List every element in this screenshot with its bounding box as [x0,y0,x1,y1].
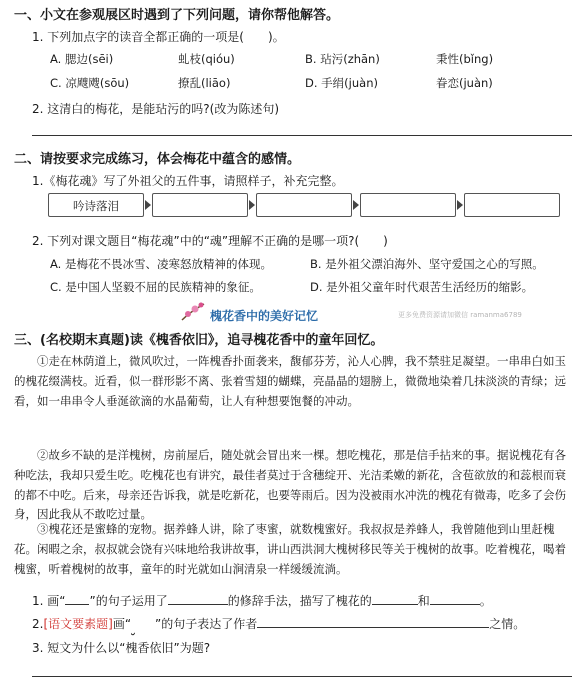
answer-line[interactable] [32,676,572,677]
s2-option-d[interactable]: D. 是外祖父童年时代艰苦生活经历的缩影。 [310,280,534,294]
s2-option-c[interactable]: C. 是中国人坚毅不屈的民族精神的象征。 [50,280,261,294]
s1-option-c[interactable] [50,75,129,91]
option-label: A. [50,52,62,66]
s1-question2: 2. 这清白的梅花，是能玷污的吗?(改为陈述句) [32,102,279,116]
q2-text-b: 画“ [112,617,132,631]
plum-flower-icon [180,300,206,322]
passage-paragraph-2 [14,446,570,525]
paragraph-text: ②故乡不缺的是洋槐树，房前屋后，随处就会冒出来一棵。想吃槐花，那是信手拈来的事。据说槐花有各种吃法，我却只爱生吃。吃槐花也有讲究，最佳者莫过于含穗绽开、光洁柔嫩的新花，含苞欲放的和蕊根而衰的都不中吃。后来，母亲还告诉我，就是吃新花，也要等雨后。因为没被雨水冲洗的槐花有微毒，吃多了会伤身，因此我从不敢吃过量。 [14,448,566,522]
watermark: 更多免费资源请加微信 ramanma6789 [398,311,522,319]
paragraph-text: ①走在林荫道上，微风吹过，一阵槐香扑面袭来，馥郁芬芳，沁人心脾，我不禁驻足凝望。一串串白如玉的槐花缀满枝。近看，似一群形影不离、张着雪翅的蝴蝶，亮晶晶的翅膀上，微微地染着几抹淡淡的青绿；远看，如一串串令人垂涎欲滴的水晶葡萄，让人有种想要饱餐的冲动。 [14,354,566,408]
wavy-underline-sample [131,617,155,631]
arrow-icon [145,200,151,210]
option-word: 腮边(sēi) [64,52,114,66]
s2-option-b[interactable]: B. 是外祖父漂泊海外、坚守爱国之心的写照。 [310,257,544,271]
event-box-example: 吟诗落泪 [48,193,144,217]
answer-blank[interactable] [372,592,418,605]
s1-question1: 1. 下列加点字的读音全都正确的一项是( )。 [32,30,285,44]
s1-option-c-word2: 撩乱(liāo) [178,76,231,90]
s1-option-b-word2: 秉性(bǐng) [436,52,494,66]
s3-question3: 3. 短文为什么以“槐香依旧”为题? [32,641,211,655]
s1-option-a-word2: 虬枝(qióu) [178,52,235,66]
s2-question1: 1.《梅花魂》写了外祖父的五件事，请照样子，补充完整。 [32,174,344,188]
answer-blank[interactable] [430,592,480,605]
q1-text-d: 和 [417,594,430,608]
s1-option-d[interactable] [305,75,378,91]
option-label: D. [305,76,318,90]
q1-text-b: ”的句子运用了 [89,594,168,608]
option-word: 手绢(juàn) [321,76,378,90]
answer-line[interactable] [32,135,572,136]
answer-blank[interactable] [257,615,489,628]
s3-question1 [32,592,492,609]
answer-blank[interactable] [168,592,228,605]
arrow-icon [457,200,463,210]
section1-title: 一、小文在参观展区时遇到了下列问题，请你帮他解答。 [14,8,340,23]
event-box-blank[interactable] [464,193,560,217]
event-box-blank[interactable] [360,193,456,217]
q1-text-e: 。 [479,594,492,608]
q2-number: 2. [32,617,44,631]
passage-paragraph-1 [14,352,570,411]
underline-sample [65,592,89,605]
s3-question2 [32,615,525,632]
s2-question2: 2. 下列对课文题目“梅花魂”中的“魂”理解不正确的是哪一项?( ) [32,234,388,248]
q2-tag: [语文要素题] [43,617,113,631]
passage-paragraph-3 [14,520,570,579]
option-word: 凉飕飕(sōu) [65,76,130,90]
q1-text-a: 1. 画“ [32,594,66,608]
option-word: 玷污(zhān) [320,52,380,66]
arrow-icon [353,200,359,210]
option-label: B. [305,52,317,66]
event-box-blank[interactable] [152,193,248,217]
q2-text-c: ”的句子表达了作者 [155,617,258,631]
s1-option-a[interactable] [50,51,113,67]
arrow-icon [249,200,255,210]
event-box-blank[interactable] [256,193,352,217]
option-label: C. [50,76,62,90]
q2-text-d: 之情。 [489,617,526,631]
section2-title: 二、请按要求完成练习，体会梅花中蕴含的感情。 [14,152,301,167]
section3-title: 三、(名校期末真题)读《槐香依旧》，追寻槐花香中的童年回忆。 [14,333,384,348]
s2-option-a[interactable]: A. 是梅花不畏冰雪、凌寒怒放精神的体现。 [50,257,272,271]
section-banner: 槐花香中的美好记忆 [210,309,319,323]
paragraph-text: ③槐花还是蜜蜂的宠物。据养蜂人讲，除了枣蜜，就数槐蜜好。我叔叔是养蜂人，我曾随他到山里赶槐花。闲暇之余，叔叔就会饶有兴味地给我讲故事，讲山西洪洞大槐树移民等关于槐树的故事。吃着槐花，喝着槐蜜，听着槐树的故事，童年的时光就如山涧清泉一样缓缓流淌。 [14,522,566,576]
s1-option-d-word2: 眷恋(juàn) [436,76,493,90]
s1-option-b[interactable] [305,51,380,67]
q1-text-c: 的修辞手法，描写了槐花的 [227,594,372,608]
